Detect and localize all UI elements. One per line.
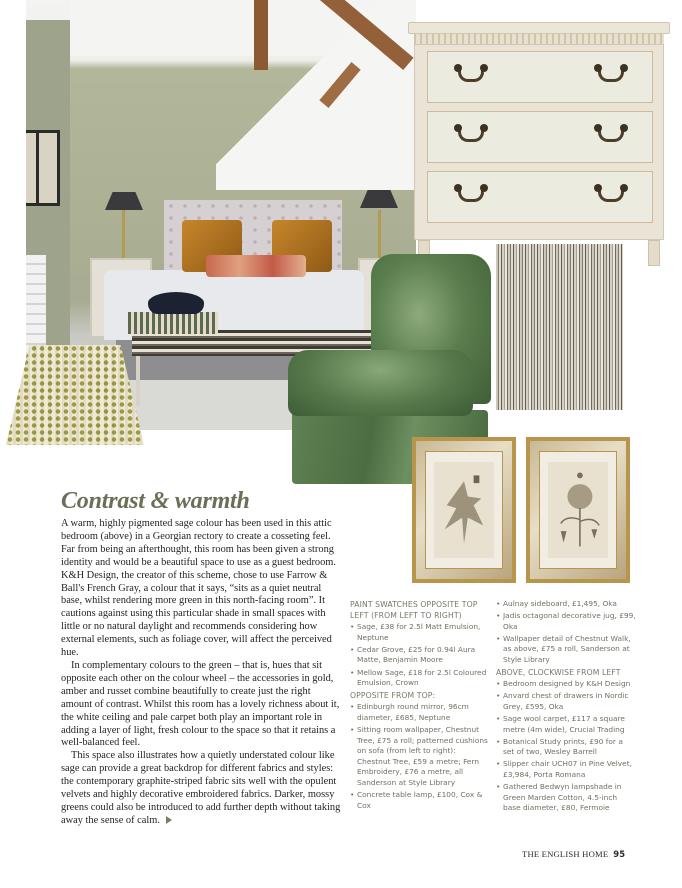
leaf-illustration-icon xyxy=(434,462,494,558)
wall-picture-frame xyxy=(36,130,60,206)
credit-item: • Sitting room wallpaper, Chestnut Tree, £75 a roll; patterned cushions on sofa (from left to right): Chestnut Tree, £59 a metre; Fern Embroidery, £76 a metre, all Sanderson at Style Library xyxy=(350,725,490,789)
credit-item: • Wallpaper detail of Chestnut Walk, as above, £75 a roll, Sanderson at Style Library xyxy=(496,634,636,666)
botanical-print-left xyxy=(412,437,516,583)
print-mat xyxy=(539,451,617,569)
drawer xyxy=(427,51,653,103)
credit-item: • Edinburgh round mirror, 96cm diameter, £685, Neptune xyxy=(350,702,490,723)
article-body xyxy=(61,518,343,828)
drawer-handle-icon xyxy=(598,130,624,142)
credit-item: • Anvard chest of drawers in Nordic Grey, £595, Oka xyxy=(496,691,636,712)
chest-body xyxy=(414,44,664,240)
carpet-swatch-product xyxy=(496,244,623,410)
credits-column-2 xyxy=(496,599,636,815)
paragraph xyxy=(61,750,343,827)
drawer-handle-icon xyxy=(598,70,624,82)
drawer-handle-icon xyxy=(458,130,484,142)
opposite-list xyxy=(350,702,490,811)
credit-item: • Cedar Grove, £25 for 0.94l Aura Matte, Benjamin Moore xyxy=(350,645,490,666)
print-mat xyxy=(425,451,503,569)
drawer xyxy=(427,171,653,223)
chest-leg xyxy=(648,240,660,266)
paragraph: In complementary colours to the green – that is, hues that sit opposite each other on the colour wheel – the accessories in gold, amber and russet combine beautifully to create just the right amount of contrast. Whilst this room has a lovely richness about it, the white ceiling and pale carpet both play an important role in adding a layer of light, fresh colour to the space so that it retains a well-balanced feel. xyxy=(61,659,340,749)
page-number: 95 xyxy=(613,849,626,859)
drawer xyxy=(427,111,653,163)
lamp-stem xyxy=(122,210,125,258)
magazine-name: THE ENGLISH HOME xyxy=(522,849,609,859)
credits-heading-paint-swatches: PAINT SWATCHES OPPOSITE TOP LEFT (FROM LEFT TO RIGHT) xyxy=(350,600,478,620)
sloped-ceiling xyxy=(216,0,416,190)
paragraph-text: This space also illustrates how a quietly understated colour like sage can provide a great backdrop for different fabrics and styles: the contemporary graphite-striped fabric sits well with the opulent velvets and highly decorative embroidered fabrics. Darker, mossy greens could also be introduced to add further depth without taking away the sense of calm. xyxy=(61,750,341,826)
drawer-handle-icon xyxy=(598,190,624,202)
print-artwork xyxy=(548,462,608,558)
page-folio xyxy=(522,849,625,859)
credit-item: • Slipper chair UCH07 in Pine Velvet, £3,984, Porta Romana xyxy=(496,759,636,780)
credit-item: • Bedroom designed by K&H Design xyxy=(496,679,636,690)
print-artwork xyxy=(434,462,494,558)
end-of-article-icon xyxy=(166,816,172,824)
credit-item: • Botanical Study prints, £90 for a set of two, Wesley Barrell xyxy=(496,737,636,758)
drawer-handle-icon xyxy=(458,190,484,202)
table-lamp-left xyxy=(105,192,143,210)
radiator xyxy=(26,255,46,355)
lampshade-product xyxy=(6,345,144,445)
credit-item: • Concrete table lamp, £100, Cox & Cox xyxy=(350,790,490,811)
credits-heading-above: ABOVE, CLOCKWISE FROM LEFT xyxy=(496,667,621,677)
table-lamp-right xyxy=(360,190,398,208)
credit-item: • Mellow Sage, £18 for 2.5l Coloured Emulsion, Crown xyxy=(350,668,490,689)
folded-throw xyxy=(128,312,218,334)
credit-item: • Jadis octagonal decorative jug, £99, Oka xyxy=(496,611,636,632)
credit-item: • Sage wool carpet, £117 a square metre (4m wide), Crucial Trading xyxy=(496,714,636,735)
opposite-list-continued xyxy=(496,599,636,666)
chest-frieze xyxy=(414,34,664,44)
chest-top xyxy=(408,22,670,34)
paint-swatches-list xyxy=(350,622,490,689)
thistle-illustration-icon xyxy=(548,462,608,558)
drawer-handle-icon xyxy=(458,70,484,82)
credit-item: • Sage, £38 for 2.5l Matt Emulsion, Neptune xyxy=(350,622,490,643)
chair-seat xyxy=(288,350,473,416)
article-headline: Contrast & warmth xyxy=(61,488,250,514)
botanical-print-right xyxy=(526,437,630,583)
wooden-beam xyxy=(254,0,268,70)
credits-column-1 xyxy=(350,598,490,813)
credits-heading-opposite: OPPOSITE FROM TOP: xyxy=(350,690,436,700)
paragraph: A warm, highly pigmented sage colour has been used in this attic bedroom (above) in a Georgian rectory to create a cosseting feel. Far from being an afterthought, this room has been given a strong identity and would be a beautiful space to use as a guest bedroom. K&H Design, the creator of this scheme, chose to use Farrow & Ball's French Gray, a colour that it says, “sits as a quiet neutral base, whilst rendering more green in this north-facing room”. It cautions against using this particular shade in small spaces with little or no natural daylight and recommends considering how external elements, such as foliage cover, will affect the perceived hue. xyxy=(61,518,336,659)
bowler-hat xyxy=(148,292,204,314)
credit-item: • Aulnay sideboard, £1,495, Oka xyxy=(496,599,636,610)
credit-item: • Gathered Bedwyn lampshade in Green Marden Cotton, 4.5-inch base diameter, £80, Fermoie xyxy=(496,782,636,814)
chest-of-drawers-product xyxy=(408,22,670,266)
above-list xyxy=(496,679,636,814)
